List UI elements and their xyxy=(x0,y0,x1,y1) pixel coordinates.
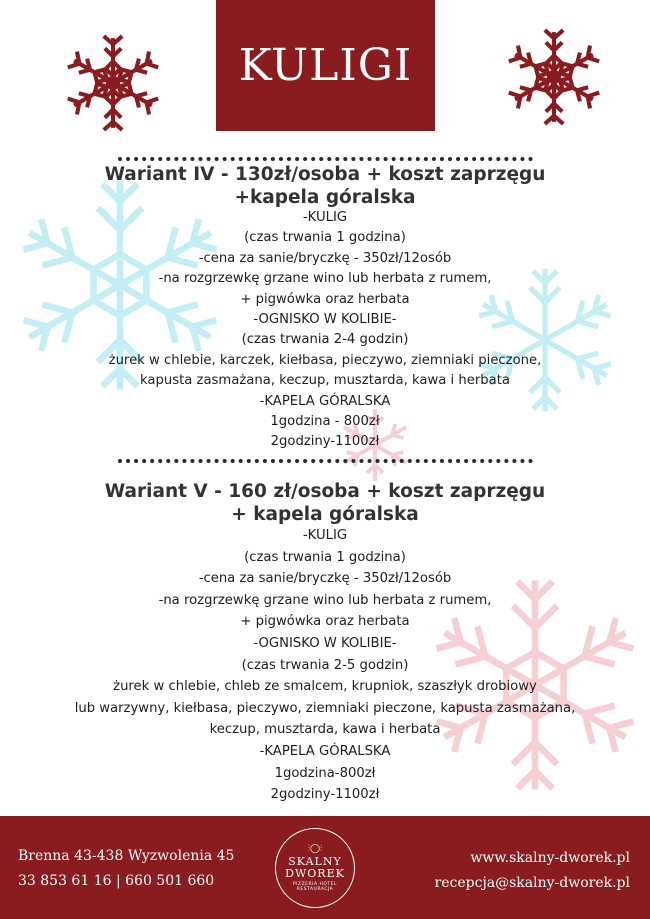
phone-numbers[interactable]: 33 853 61 16 | 660 501 660 xyxy=(18,873,215,889)
list-item: -KAPELA GÓRALSKA xyxy=(259,393,391,409)
list-item: 2godziny-1100zł xyxy=(270,787,380,803)
logo-subtitle: PIZZERIA HOTEL RESTAURACJA xyxy=(292,882,338,892)
logo-line1: SKALNY xyxy=(288,855,342,868)
list-item: -OGNISKO W KOLIBIE- xyxy=(253,312,397,328)
fork-knife-icon: ⫶◯⫶ xyxy=(307,844,323,854)
list-item: -KAPELA GÓRALSKA xyxy=(259,743,391,759)
variant-5-section xyxy=(0,480,650,806)
email-link[interactable]: recepcja@skalny-dworek.pl xyxy=(434,875,630,891)
list-item: + pigwówka oraz herbata xyxy=(240,614,410,630)
list-item: -cena za sanie/bryczkę - 350zł/12osób xyxy=(198,571,452,587)
list-item: -na rozgrzewkę grzane wino lub herbata z rumem, xyxy=(158,592,492,608)
list-item: (czas trwania 1 godzina) xyxy=(244,549,406,565)
variant-5-heading-line1: Wariant V - 160 zł/osoba + koszt zaprzęgu xyxy=(104,481,546,502)
list-item: -na rozgrzewkę grzane wino lub herbata z rumem, xyxy=(158,271,492,287)
contact-info xyxy=(18,844,234,894)
logo-line2: DWOREK xyxy=(285,867,345,880)
variant-5-heading-line2: + kapela góralska xyxy=(231,504,419,525)
list-item: -OGNISKO W KOLIBIE- xyxy=(253,635,397,651)
list-item: -KULIG xyxy=(302,210,348,225)
divider-middle xyxy=(118,459,533,463)
list-item: (czas trwania 2-5 godzin) xyxy=(241,657,409,673)
list-item: 2godziny-1100zł xyxy=(270,434,380,450)
address: Brenna 43-438 Wyzwolenia 45 xyxy=(18,848,235,864)
snowflake-red-right-icon xyxy=(503,22,605,132)
variant-4-heading-line1: Wariant IV - 130zł/osoba + koszt zaprzęgu xyxy=(104,164,546,185)
variant-4-section xyxy=(0,163,650,453)
list-item: keczup, musztarda, kawa i herbata xyxy=(209,722,441,738)
logo xyxy=(275,828,355,908)
web-contact xyxy=(435,846,630,896)
list-item: + pigwówka oraz herbata xyxy=(240,291,410,307)
title-banner xyxy=(216,0,435,131)
snowflake-red-left-icon xyxy=(62,28,164,138)
footer xyxy=(0,816,650,919)
list-item: żurek w chlebie, chleb ze smalcem, krupniok, szaszłyk drobiowy xyxy=(113,679,537,695)
page-title: KULIGI xyxy=(238,40,413,91)
variant-4-heading-line2: +kapela góralska xyxy=(234,187,416,208)
list-item: -KULIG xyxy=(302,528,348,543)
list-item: (czas trwania 2-4 godzin) xyxy=(241,332,409,348)
list-item: kapusta zasmażana, keczup, musztarda, kawa i herbata xyxy=(140,373,510,389)
divider-top xyxy=(118,157,533,161)
list-item: -cena za sanie/bryczkę - 350zł/12osób xyxy=(198,250,452,266)
list-item: lub warzywny, kiełbasa, pieczywo, ziemniaki pieczone, kapusta zasmażana, xyxy=(74,700,576,716)
list-item: 1godzina - 800zł xyxy=(270,414,380,430)
list-item: 1godzina-800zł xyxy=(274,765,376,781)
list-item: żurek w chlebie, karczek, kiełbasa, pieczywo, ziemniaki pieczone, xyxy=(108,352,542,368)
list-item: (czas trwania 1 godzina) xyxy=(244,230,406,246)
website-link[interactable]: www.skalny-dworek.pl xyxy=(470,850,630,866)
